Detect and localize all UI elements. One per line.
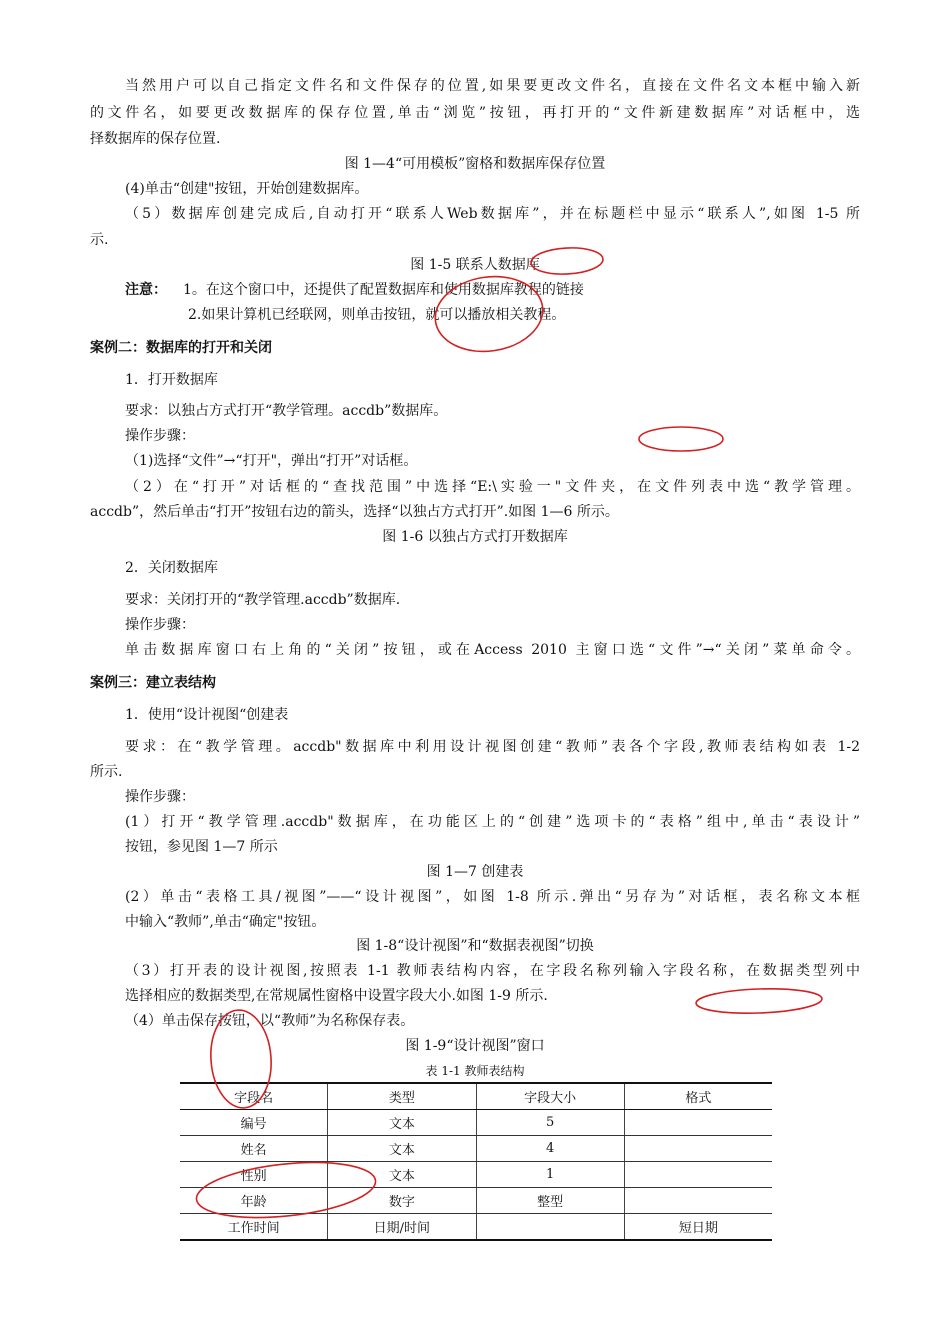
table-cell: 4 [476,1136,624,1162]
table-header-cell: 字段大小 [476,1083,624,1110]
case-3-steps-label: 操作步骤： [125,789,195,805]
case-3-step-2-line-1: (2）单击“表格工具/视图”——“设计视图”，如图 1-8 所示.弹出“另存为”对话框，表名称文本框 [125,889,860,905]
step-5-line-1: （5）数据库创建完成后,自动打开“联系人Web数据库”，并在标题栏中显示“联系人”,如图 1-5 所 [125,206,860,222]
table-row [180,1136,772,1162]
case-3-heading: 案例三：建立表结构 [90,675,216,691]
table-header-cell: 格式 [624,1083,772,1110]
annotation-ellipse [639,427,723,451]
note-item-2: 2.如果计算机已经联网，则单击按钮，就可以播放相关教程。 [188,307,566,323]
table-row [180,1214,772,1241]
table-cell: 工作时间 [180,1214,328,1241]
step-5-line-2: 示. [90,232,109,248]
table-cell: 姓名 [180,1136,328,1162]
case-2-sub-close: 2．关闭数据库 [125,560,218,576]
table-cell: 文本 [328,1110,476,1136]
table-row [180,1162,772,1188]
figure-caption-1-7: 图 1—7 创建表 [426,864,524,880]
table-cell: 短日期 [624,1214,772,1241]
table-row [180,1110,772,1136]
table-cell: 日期/时间 [328,1214,476,1241]
figure-caption-1-9: 图 1-9“设计视图”窗口 [405,1038,545,1054]
table-cell: 性别 [180,1162,328,1188]
table-cell: 文本 [328,1136,476,1162]
case-2-close-instruction: 单击数据库窗口右上角的“关闭”按钮，或在Access 2010 主窗口选“文件”→“关闭”菜单命令。 [125,642,860,658]
case-2-step-2-line-2: accdb”，然后单击“打开”按钮右边的箭头，选择“以独占方式打开”.如图 1—6 所示。 [90,504,619,520]
case-3-step-4: （4）单击保存按钮，以“教师”为名称保存表。 [125,1013,415,1029]
intro-line-1: 当然用户可以自己指定文件名和文件保存的位置,如果要更改文件名，直接在文件名文本框中输入新 [125,78,860,94]
case-2-requirement-close: 要求：关闭打开的“教学管理.accdb”数据库. [125,592,401,608]
case-2-sub-open: 1．打开数据库 [125,372,218,388]
intro-line-2: 的文件名，如要更改数据库的保存位置,单击“浏览”按钮，再打开的“文件新建数据库”对话框中，选 [90,105,860,121]
table-cell [624,1162,772,1188]
case-3-step-1-line-2: 按钮，参见图 1—7 所示 [125,839,278,855]
teacher-table-structure [180,1082,772,1241]
table-cell [624,1136,772,1162]
table-cell: 文本 [328,1162,476,1188]
table-header-cell: 类型 [328,1083,476,1110]
table-caption: 表 1-1 教师表结构 [425,1064,525,1078]
table-cell: 编号 [180,1110,328,1136]
table-cell [624,1110,772,1136]
case-3-requirement-line-1: 要求：在“教学管理。accdb"数据库中利用设计视图创建“教师”表各个字段,教师表结构如表 1-2 [125,739,860,755]
case-3-requirement-line-2: 所示. [90,764,123,780]
figure-caption-1-4: 图 1—4“可用模板”窗格和数据库保存位置 [344,156,606,172]
step-4-text: (4)单击“创建"按钮，开始创建数据库。 [125,181,369,197]
table-cell [624,1188,772,1214]
note-item-1: 1。在这个窗口中，还提供了配置数据库和使用数据库教程的链接 [183,282,584,298]
figure-caption-1-6: 图 1-6 以独占方式打开数据库 [382,529,568,545]
intro-line-3: 择数据库的保存位置. [90,131,221,147]
case-3-step-2-line-2: 中输入“教师”,单击“确定"按钮。 [125,914,326,930]
case-2-step-2-line-1: （2）在“打开”对话框的“查找范围”中选择“E:\实验一"文件夹，在文件列表中选“教学管理。 [125,479,860,495]
case-3-step-1-line-1: (1）打开“教学管理.accdb"数据库，在功能区上的“创建”选项卡的“表格”组中,单击“表设计” [125,814,860,830]
table-cell: 年龄 [180,1188,328,1214]
case-2-heading: 案例二：数据库的打开和关闭 [90,340,272,356]
table-row [180,1188,772,1214]
case-2-steps-label-open: 操作步骤： [125,428,195,444]
figure-caption-1-8: 图 1-8“设计视图”和“数据表视图”切换 [356,938,594,954]
table-cell: 数字 [328,1188,476,1214]
table-cell: 5 [476,1110,624,1136]
figure-caption-1-5: 图 1-5 联系人数据库 [410,257,540,273]
table-header-cell: 字段名 [180,1083,328,1110]
case-2-requirement-open: 要求：以独占方式打开“教学管理。accdb”数据库。 [125,403,448,419]
case-2-step-1: （1)选择“文件”→“打开"，弹出“打开”对话框。 [125,453,418,469]
table-cell: 整型 [476,1188,624,1214]
case-3-sub-design-view: 1．使用“设计视图“创建表 [125,707,289,723]
table-cell: 1 [476,1162,624,1188]
table-header-row [180,1083,772,1110]
case-2-steps-label-close: 操作步骤： [125,617,195,633]
case-3-step-3-line-1: （3）打开表的设计视图,按照表 1-1 教师表结构内容，在字段名称列输入字段名称，在数据类型列中 [125,963,860,979]
annotation-ellipse [696,987,823,1015]
table-cell [476,1214,624,1241]
case-3-step-3-line-2: 选择相应的数据类型,在常规属性窗格中设置字段大小.如图 1-9 所示. [125,988,548,1004]
note-label: 注意： [125,282,167,298]
